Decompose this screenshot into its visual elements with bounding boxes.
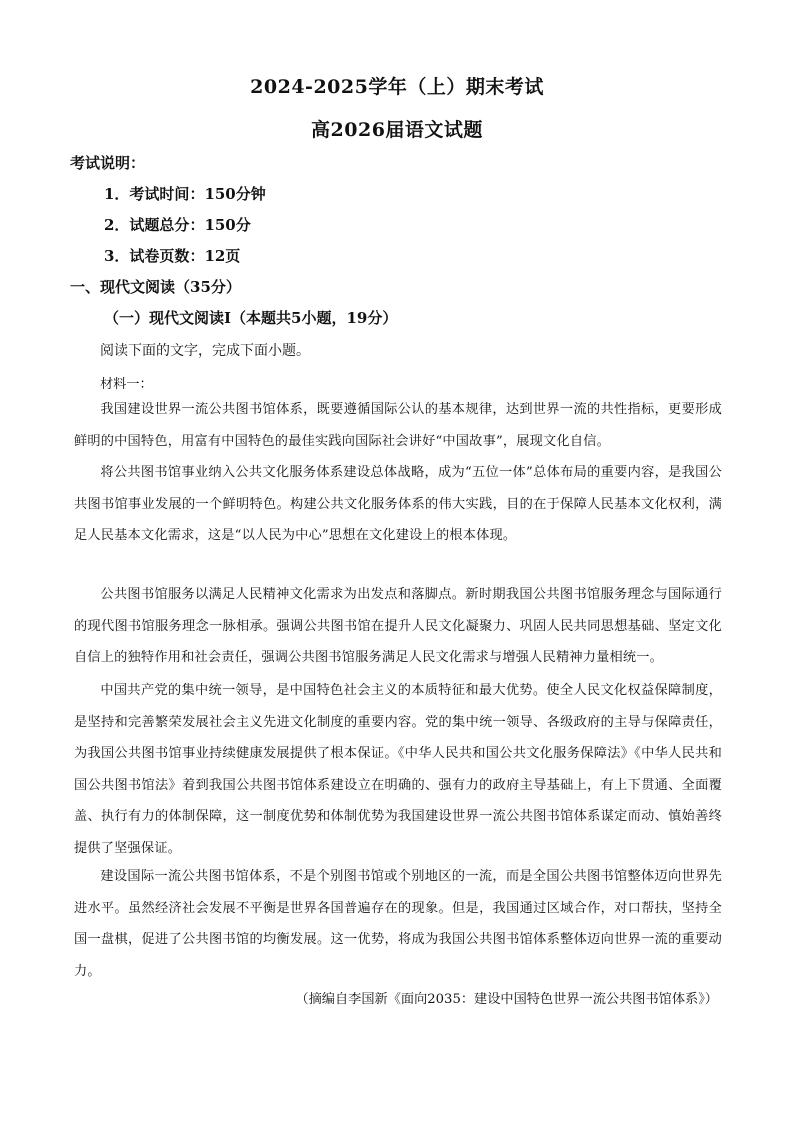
instruction-item: 1．考试时间：150分钟: [104, 185, 266, 203]
instruction-item: 3．试卷页数：12页: [104, 247, 241, 265]
exam-title: 2024-2025学年（上）期末考试: [250, 76, 544, 98]
material-label: 材料一：: [100, 377, 153, 392]
instruction-item: 2．试题总分：150分: [104, 216, 251, 234]
paragraph: 建设国际一流公共图书馆体系，不是个别图书馆或个别地区的一流，而是全国公共图书馆整体迈向世界先进水平。虽然经济社会发展不平衡是世界各国普遍存在的现象。但是，我国通过区域合作，对口帮扶，坚持全国一盘棋，促进了公共图书馆的均衡发展。这一优势，将成为我国公共图书馆体系整体迈向世界一流的重要动力。: [74, 869, 722, 979]
reading-prompt: 阅读下面的文字，完成下面小题。: [100, 343, 310, 359]
paragraph: 将公共图书馆事业纳入公共文化服务体系建设总体战略，成为“五位一体”总体布局的重要内容，是我国公共图书馆事业发展的一个鲜明特色。构建公共文化服务体系的伟大实践，目的在于保障人民基本文化权利，满足人民基本文化需求，这是“以人民为中心”思想在文化建设上的根本体现。: [74, 465, 722, 543]
paragraph: 公共图书馆服务以满足人民精神文化需求为出发点和落脚点。新时期我国公共图书馆服务理念与国际通行的现代图书馆服务理念一脉相承。强调公共图书馆在提升人民文化凝聚力、巩固人民共同思想基础、坚定文化自信上的独特作用和社会责任，强调公共图书馆服务满足人民文化需求与增强人民精神力量相统一。: [74, 587, 722, 665]
section-heading: 一、现代文阅读（35分）: [70, 278, 241, 296]
source-citation: （摘编自李国新《面向2035：建设中国特色世界一流公共图书馆体系》）: [295, 992, 718, 1007]
sub-section-heading: （一）现代文阅读Ⅰ（本题共5小题，19分）: [104, 309, 398, 327]
instructions-heading: 考试说明：: [70, 154, 146, 172]
exam-subtitle: 高2026届语文试题: [311, 119, 483, 141]
paragraph: 我国建设世界一流公共图书馆体系，既要遵循国际公认的基本规律，达到世界一流的共性指标，更要形成鲜明的中国特色，用富有中国特色的最佳实践向国际社会讲好“中国故事”，展现文化自信。: [74, 402, 722, 449]
paragraph: 中国共产党的集中统一领导，是中国特色社会主义的本质特征和最大优势。使全人民文化权益保障制度，是坚持和完善繁荣发展社会主义先进文化制度的重要内容。党的集中统一领导、各级政府的主导与保障责任，为我国公共图书馆事业持续健康发展提供了根本保证。《中华人民共和国公共文化服务保障法》《中华人民共和国公共图书馆法》着到我国公共图书馆体系建设立在明确的、强有力的政府主导基础上，有上下贯通、全面覆盖、执行有力的体制保障，这一制度优势和体制优势为我国建设世界一流公共图书馆体系谋定而动、慎始善终提供了坚强保证。: [74, 683, 722, 856]
